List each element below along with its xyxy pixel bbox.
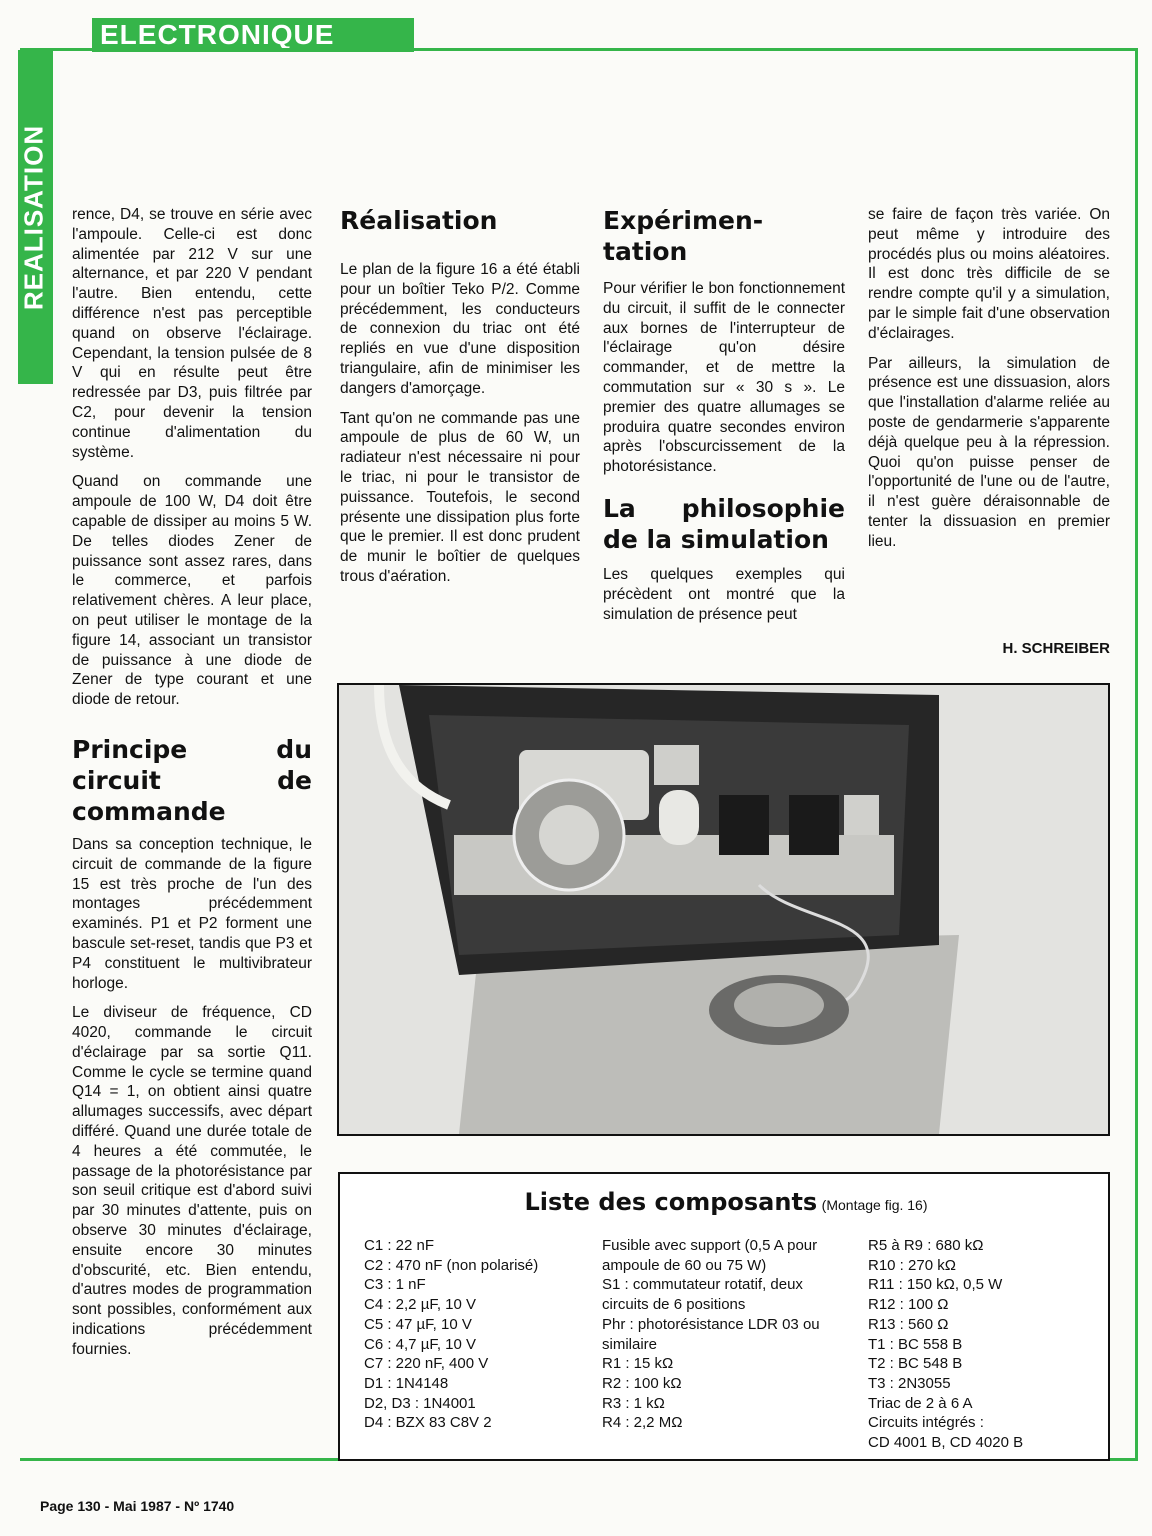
list-item: R4 : 2,2 MΩ bbox=[602, 1414, 683, 1432]
list-item: C3 : 1 nF bbox=[364, 1276, 426, 1294]
list-item: C4 : 2,2 µF, 10 V bbox=[364, 1296, 477, 1314]
column-4 bbox=[868, 205, 1110, 562]
list-item: R1 : 15 kΩ bbox=[602, 1355, 674, 1373]
list-item: T2 : BC 548 B bbox=[868, 1355, 963, 1373]
paragraph: Pour vérifier le bon fonctionnement du circuit, il suffit de le connecter aux bornes de l'interrupteur de l'éclairage qu'on désire commander, et de mettre la commutation sur « 30 s ». Le premier des quatre allumages se produira quatre secondes environ après l'obscurcissement de la photorésistance. bbox=[603, 280, 845, 476]
paragraph: Par ailleurs, la simulation de présence est une dissuasion, alors que l'installation d'alarme reliée au poste de gendarmerie s'apparente déjà quelque peu à la répression. Quoi qu'on puisse penser de l'opportunité de l'une ou de l'autre, il n'est guère déraisonnable de tenter la dissuasion en premier lieu. bbox=[868, 354, 1110, 550]
list-item: Triac de 2 à 6 A bbox=[868, 1394, 973, 1412]
page-footer: Page 130 - Mai 1987 - Nº 1740 bbox=[40, 1498, 235, 1514]
paragraph: Le diviseur de fréquence, CD 4020, commande le circuit d'éclairage par sa sortie Q11. Comme le cycle se termine quand Q14 = 1, on obtient ainsi quatre allumages successifs, avec départ différé. Quand une durée totale de 4 heures a été commutée, le passage de la photorésistance par son seuil critique est d'abord suivi par 30 minutes d'attente, puis on observe 30 minutes d'éclairage, ensuite encore 30 minutes d'obscurité, etc. Bien entendu, d'autres modes de programmation sont possibles, conformément aux indications précédemment fournies. bbox=[72, 1004, 312, 1358]
list-item: D4 : BZX 83 C8V 2 bbox=[364, 1414, 492, 1432]
paragraph: Dans sa conception technique, le circuit de commande de la figure 15 est très proche de l'un des montages précédemment examinés. P1 et P2 forment une bascule set-reset, tandis que P3 et P4 constituent le multivibrateur horloge. bbox=[72, 835, 312, 992]
paragraph: Quand on commande une ampoule de 100 W, D4 doit être capable de dissiper au moins 5 W. De telles diodes Zener de puissance sont assez rares, dans le commerce, et parfois relativement chères. A leur place, on peut utiliser le montage de la figure 14, associant un transistor de puissance à une diode de Zener de type courant et une diode de retour. bbox=[72, 473, 312, 709]
list-item: Fusible avec support (0,5 A pour ampoule de 60 ou 75 W) bbox=[602, 1237, 818, 1274]
list-item: R11 : 150 kΩ, 0,5 W bbox=[868, 1276, 1003, 1294]
list-item: S1 : commutateur rotatif, deux circuits de 6 positions bbox=[602, 1276, 803, 1314]
paragraph: rence, D4, se trouve en série avec l'ampoule. Celle-ci est donc alimentée par 212 V sur une alternance, et par 220 V pendant l'autre. Bien entendu, cette différence n'est pas perceptible quand on observe l'éclairage. Cependant, la tension pulsée de 8 V qui en résulte peut être redressée par D3, puis filtrée par C2, pour devenir la tension continue d'alimentation du système. bbox=[72, 206, 312, 461]
heading-experimentation: Expérimen- tation bbox=[603, 206, 764, 266]
components-title: Liste des composants bbox=[524, 1188, 818, 1216]
heading-philosophie: La philosophie de la simulation bbox=[603, 493, 845, 554]
heading-principe: Principe du circuit de commande bbox=[72, 734, 312, 826]
circuit-photo bbox=[337, 683, 1110, 1136]
list-item: D1 : 1N4148 bbox=[364, 1374, 449, 1392]
list-item: R13 : 560 Ω bbox=[868, 1315, 949, 1333]
list-item: T3 : 2N3055 bbox=[868, 1374, 951, 1392]
column-1 bbox=[72, 205, 312, 1370]
list-item: D2, D3 : 1N4001 bbox=[364, 1394, 476, 1412]
components-column-3 bbox=[868, 1236, 1023, 1453]
paragraph: Le plan de la figure 16 a été établi pour un boîtier Teko P/2. Comme précédemment, les conducteurs de connexion du triac ont été repliés en vue d'une disposition triangulaire, afin de minimiser les dangers d'amorçage. bbox=[340, 261, 580, 397]
side-label: REALISATION bbox=[18, 124, 49, 311]
paragraph: Les quelques exemples qui précèdent ont montré que la simulation de présence peut bbox=[603, 565, 845, 623]
list-item: C1 : 22 nF bbox=[364, 1237, 435, 1254]
list-item: C7 : 220 nF, 400 V bbox=[364, 1355, 489, 1373]
list-item: C6 : 4,7 µF, 10 V bbox=[364, 1335, 477, 1353]
column-2 bbox=[340, 205, 580, 597]
components-title-row bbox=[340, 1188, 1112, 1216]
list-item: R5 à R9 : 680 kΩ bbox=[868, 1237, 984, 1254]
components-column-2 bbox=[602, 1236, 846, 1433]
list-item: Phr : photorésistance LDR 03 ou similaire bbox=[602, 1315, 820, 1353]
paragraph: se faire de façon très variée. On peut même y introduire des procédés plus ou moins aléatoires. Il est donc très difficile de se rendre compte qu'il y a simulation, par le simple fait d'une observation d'éclairages. bbox=[868, 206, 1110, 342]
heading-realisation: Réalisation bbox=[340, 206, 498, 235]
list-item: R10 : 270 kΩ bbox=[868, 1256, 956, 1274]
list-item: R12 : 100 Ω bbox=[868, 1296, 949, 1314]
column-3 bbox=[603, 205, 845, 634]
list-item: T1 : BC 558 B bbox=[868, 1335, 963, 1353]
list-item: CD 4001 B, CD 4020 B bbox=[868, 1434, 1024, 1452]
list-item: R2 : 100 kΩ bbox=[602, 1374, 682, 1392]
components-subtitle: (Montage fig. 16) bbox=[821, 1197, 928, 1213]
list-item: C2 : 470 nF (non polarisé) bbox=[364, 1256, 539, 1274]
list-item: C5 : 47 µF, 10 V bbox=[364, 1315, 472, 1333]
list-item: Circuits intégrés : bbox=[868, 1414, 984, 1432]
section-header: ELECTRONIQUE bbox=[92, 18, 414, 52]
list-item: R3 : 1 kΩ bbox=[602, 1394, 665, 1412]
paragraph: Tant qu'on ne commande pas une ampoule de plus de 60 W, un radiateur n'est nécessaire ni pour le triac, ni pour le transistor de puissance. Toutefois, le second présente une dissipation plus forte que le premier. Il est donc prudent de munir le boîtier de quelques trous d'aération. bbox=[340, 409, 580, 585]
circuit-box-illustration bbox=[339, 685, 1108, 1134]
components-box bbox=[338, 1172, 1110, 1461]
components-column-1 bbox=[364, 1236, 538, 1433]
author-signature: H. SCHREIBER bbox=[1002, 640, 1110, 657]
